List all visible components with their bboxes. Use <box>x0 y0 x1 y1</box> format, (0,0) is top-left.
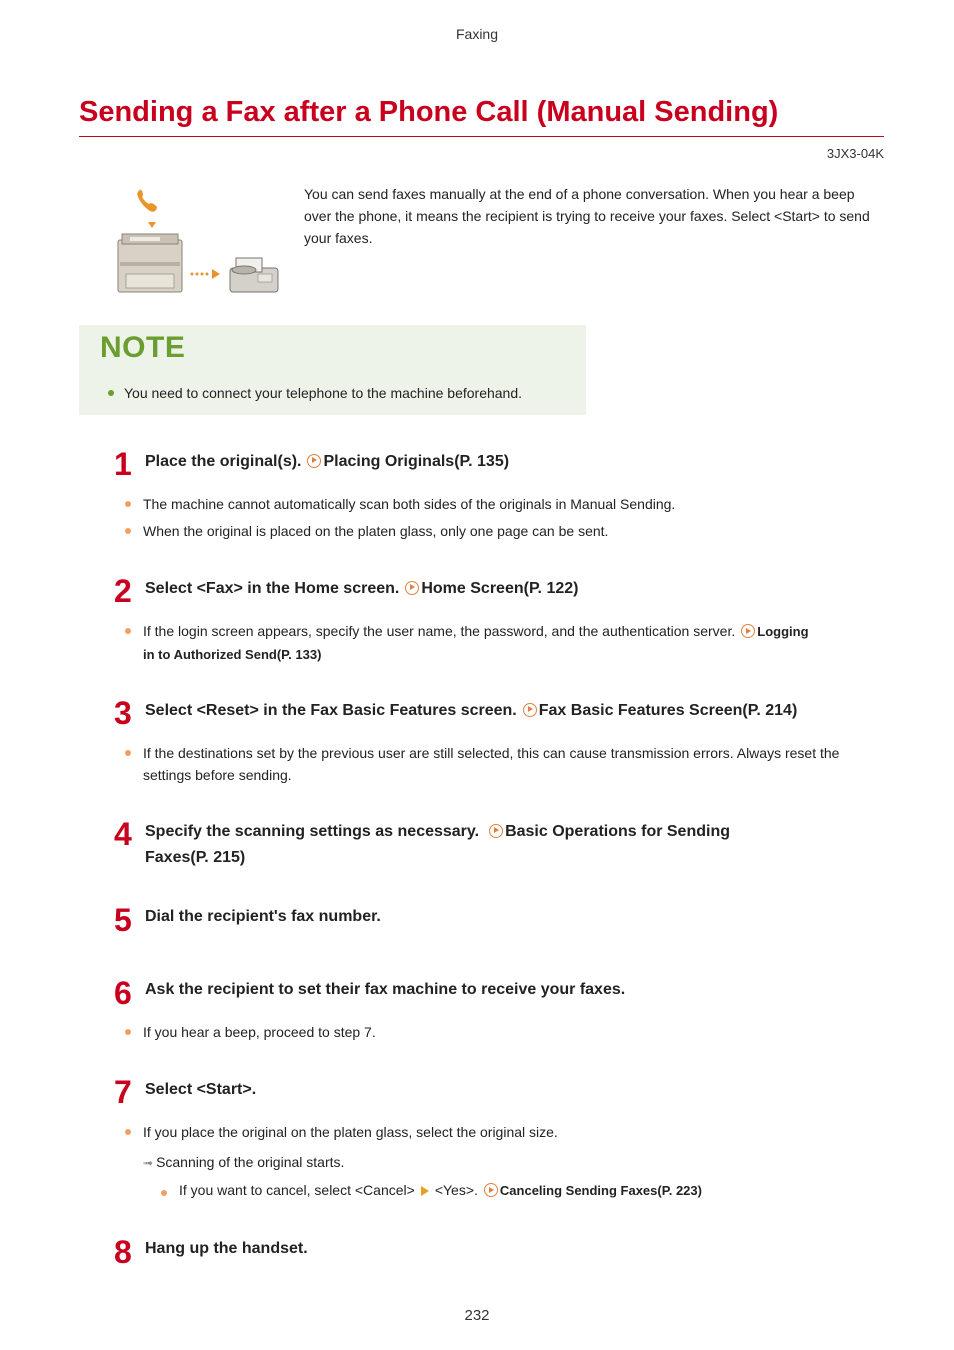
step-4-heading <box>145 819 845 871</box>
list-item-text <box>127 620 877 666</box>
step-number: 5 <box>114 902 132 938</box>
link-arrow-icon <box>405 581 419 595</box>
link-arrow-icon <box>484 1183 498 1197</box>
step-7-heading: Select <Start>. <box>145 1081 257 1098</box>
bullet-dot <box>125 528 131 534</box>
step-number: 1 <box>114 446 132 482</box>
inline-link[interactable]: Canceling Sending Faxes(P. 223) <box>499 1183 702 1198</box>
step-link[interactable]: Fax Basic Features Screen(P. 214) <box>538 702 798 719</box>
bullet-dot <box>161 1190 167 1196</box>
bullet-dot <box>125 750 131 756</box>
list-item <box>127 1121 877 1143</box>
list-item <box>127 742 877 786</box>
sub-list-text: If you want to cancel, select <Cancel> <box>179 1182 415 1198</box>
bullet-dot <box>125 501 131 507</box>
multifunction-printer-icon <box>118 234 182 292</box>
step-8-heading: Hang up the handset. <box>145 1240 308 1257</box>
document-code: 3JX3-04K <box>826 146 884 161</box>
link-arrow-icon <box>489 824 503 838</box>
inline-link[interactable]: Logging <box>757 624 809 639</box>
step-number: 8 <box>114 1234 132 1270</box>
step-number: 3 <box>114 695 132 731</box>
step-text: Select <Reset> in the Fax Basic Features screen. <box>145 702 517 719</box>
intro-paragraph: You can send faxes manually at the end of a phone conversation. When you hear a beep over the phone, it means the recipient is trying to receive your faxes. Select <Start> to send your faxes. <box>304 186 870 246</box>
fax-machine-icon <box>230 258 278 292</box>
step-number: 4 <box>114 816 132 852</box>
list-item-text: If you place the original on the platen glass, select the original size. <box>143 1124 558 1140</box>
step-2-heading <box>145 576 845 602</box>
result-line <box>143 1154 344 1170</box>
step-number: 6 <box>114 975 132 1011</box>
note-title: NOTE <box>100 331 186 364</box>
step-number: 2 <box>114 573 132 609</box>
triangle-right-icon <box>421 1186 429 1196</box>
list-item-text: If the destinations set by the previous user are still selected, this can cause transmission errors. Always reset the settings before sending. <box>143 745 840 783</box>
link-arrow-icon <box>307 454 321 468</box>
sub-list-item <box>163 1182 702 1198</box>
step-1-heading <box>145 449 845 475</box>
inline-link[interactable]: in to Authorized Send(P. 133) <box>143 647 322 662</box>
fax-illustration <box>108 182 288 302</box>
list-item <box>127 620 877 666</box>
step-link[interactable]: Home Screen(P. 122) <box>421 580 579 597</box>
step-text: Place the original(s). <box>145 453 302 470</box>
list-item-text: The machine cannot automatically scan both sides of the originals in Manual Sending. <box>143 496 676 512</box>
step-5-heading: Dial the recipient's fax number. <box>145 908 381 925</box>
link-arrow-icon <box>523 703 537 717</box>
list-item-text: When the original is placed on the platen glass, only one page can be sent. <box>143 523 609 539</box>
bullet-dot <box>125 1029 131 1035</box>
bullet-dot <box>125 1129 131 1135</box>
step-link[interactable]: Placing Originals(P. 135) <box>323 453 510 470</box>
bullet-sentence: If the login screen appears, specify the user name, the password, and the authentication server. <box>143 623 736 639</box>
bullet-dot <box>125 628 131 634</box>
step-6-heading: Ask the recipient to set their fax machine to receive your faxes. <box>145 981 626 998</box>
result-arrow-icon: ➟ <box>143 1156 154 1170</box>
result-text: Scanning of the original starts. <box>156 1154 345 1170</box>
note-item <box>108 385 522 401</box>
step-number: 7 <box>114 1074 132 1110</box>
step-3-heading <box>145 698 845 724</box>
step-link[interactable]: Faxes(P. 215) <box>145 849 246 866</box>
step-link[interactable]: Basic Operations for Sending <box>505 823 730 840</box>
step-text: Specify the scanning settings as necessary. <box>145 823 480 840</box>
list-item <box>127 520 877 542</box>
note-item-text: You need to connect your telephone to the machine beforehand. <box>124 385 523 401</box>
running-header: Faxing <box>455 26 499 42</box>
step-text: Select <Fax> in the Home screen. <box>145 580 400 597</box>
note-bullet <box>108 390 114 396</box>
link-arrow-icon <box>741 624 755 638</box>
page-title: Sending a Fax after a Phone Call (Manual Sending) <box>79 94 884 137</box>
phone-icon <box>137 190 157 212</box>
list-item <box>127 493 877 515</box>
sub-list-text: <Yes>. <box>434 1182 478 1198</box>
page-number: 232 <box>464 1307 490 1324</box>
list-item <box>127 1021 877 1043</box>
list-item-text: If you hear a beep, proceed to step 7. <box>143 1024 376 1040</box>
